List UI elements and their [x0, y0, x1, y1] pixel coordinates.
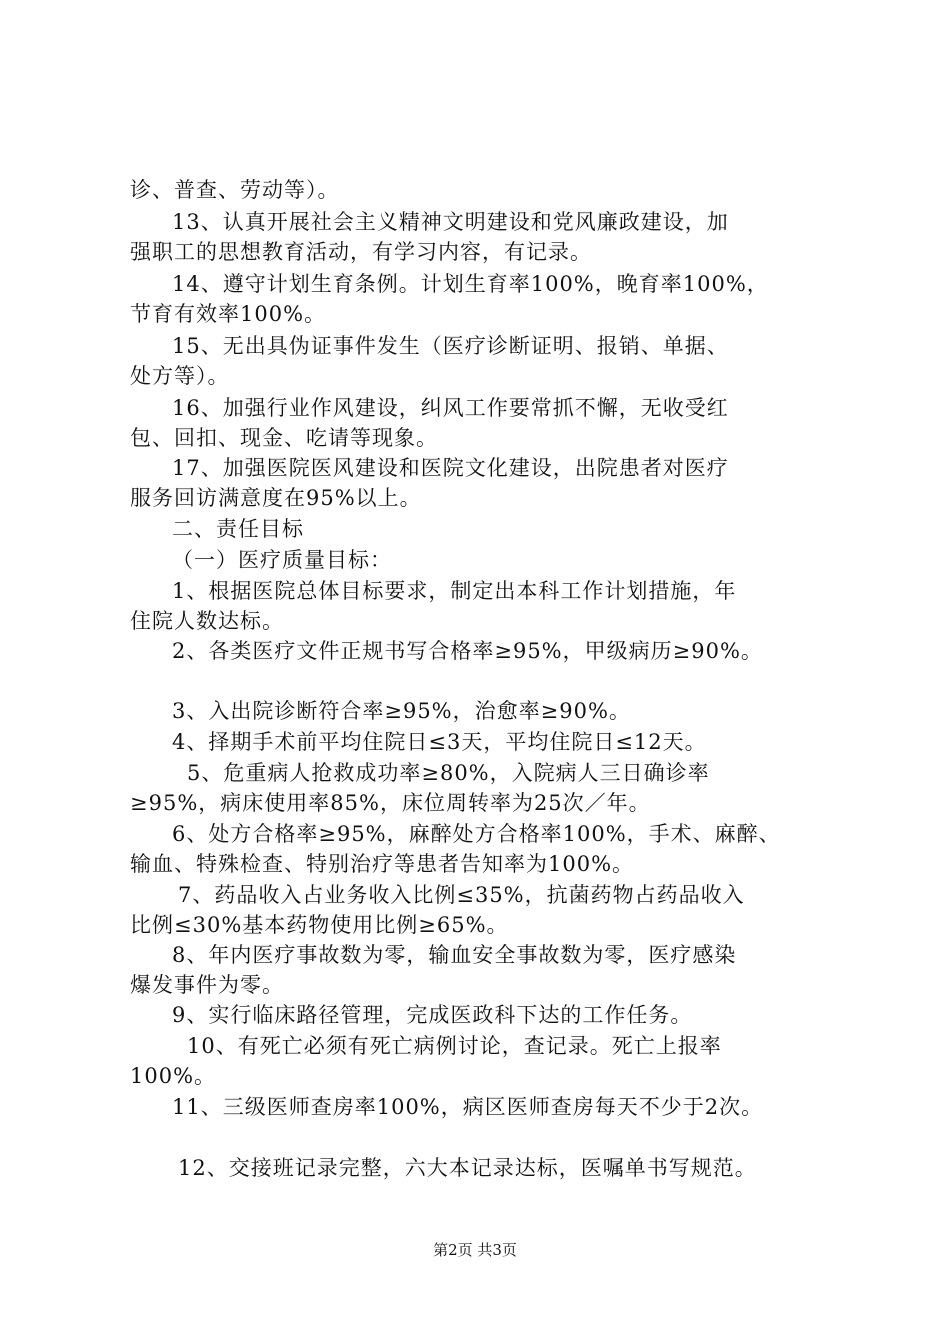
text-line: 14、遵守计划生育条例。计划生育率100%，晚育率100%，	[172, 272, 769, 296]
text-line: 包、回扣、现金、吃请等现象。	[130, 426, 438, 450]
page-number: 第2页 共3页	[433, 1241, 517, 1259]
text-line: 5、危重病人抢救成功率≥80%，入院病人三日确诊率	[187, 761, 710, 785]
text-line: 13、认真开展社会主义精神文明建设和党风廉政建设，加	[172, 210, 729, 234]
text-line: 住院人数达标。	[130, 609, 284, 633]
section-heading: 二、责任目标	[172, 517, 304, 541]
text-line: 9、实行临床路径管理，完成医政科下达的工作任务。	[172, 1003, 693, 1027]
text-line: 11、三级医师查房率100%，病区医师查房每天不少于2次。	[172, 1095, 764, 1119]
text-line: 处方等）。	[130, 364, 230, 388]
text-line: 100%。	[130, 1064, 217, 1088]
text-line: 输血、特殊检查、特别治疗等患者告知率为100%。	[130, 852, 635, 876]
text-line: 强职工的思想教育活动，有学习内容，有记录。	[130, 240, 592, 264]
text-line: 17、加强医院医风建设和医院文化建设，出院患者对医疗	[172, 456, 729, 480]
text-line: 节育有效率100%。	[130, 302, 327, 326]
text-line: ≥95%，病床使用率85%，床位周转率为25次／年。	[130, 791, 651, 815]
text-line: 诊、普查、劳动等）。	[130, 178, 340, 202]
text-line: 7、药品收入占业务收入比例≤35%，抗菌药物占药品收入	[178, 883, 745, 907]
text-line: 2、各类医疗文件正规书写合格率≥95%，甲级病历≥90%。	[172, 639, 763, 663]
text-line: 4、择期手术前平均住院日≤3天，平均住院日≤12天。	[172, 730, 707, 754]
text-line: 16、加强行业作风建设，纠风工作要常抓不懈，无收受红	[172, 396, 729, 420]
subsection-heading: （一）医疗质量目标：	[172, 548, 392, 572]
text-line: 比例≤30%基本药物使用比例≥65%。	[130, 913, 509, 937]
text-line: 服务回访满意度在95%以上。	[130, 486, 422, 510]
text-line: 8、年内医疗事故数为零，输血安全事故数为零，医疗感染	[172, 943, 737, 967]
text-line: 6、处方合格率≥95%，麻醉处方合格率100%，手术、麻醉、	[172, 822, 781, 846]
text-line: 爆发事件为零。	[130, 973, 284, 997]
text-line: 10、有死亡必须有死亡病例讨论，查记录。死亡上报率	[187, 1034, 722, 1058]
text-line: 3、入出院诊断符合率≥95%，治愈率≥90%。	[172, 699, 631, 723]
text-line: 15、无出具伪证事件发生（医疗诊断证明、报销、单据、	[172, 334, 729, 358]
text-line: 12、交接班记录完整，六大本记录达标，医嘱单书写规范。	[178, 1156, 757, 1180]
text-line: 1、根据医院总体目标要求，制定出本科工作计划措施，年	[172, 579, 737, 603]
